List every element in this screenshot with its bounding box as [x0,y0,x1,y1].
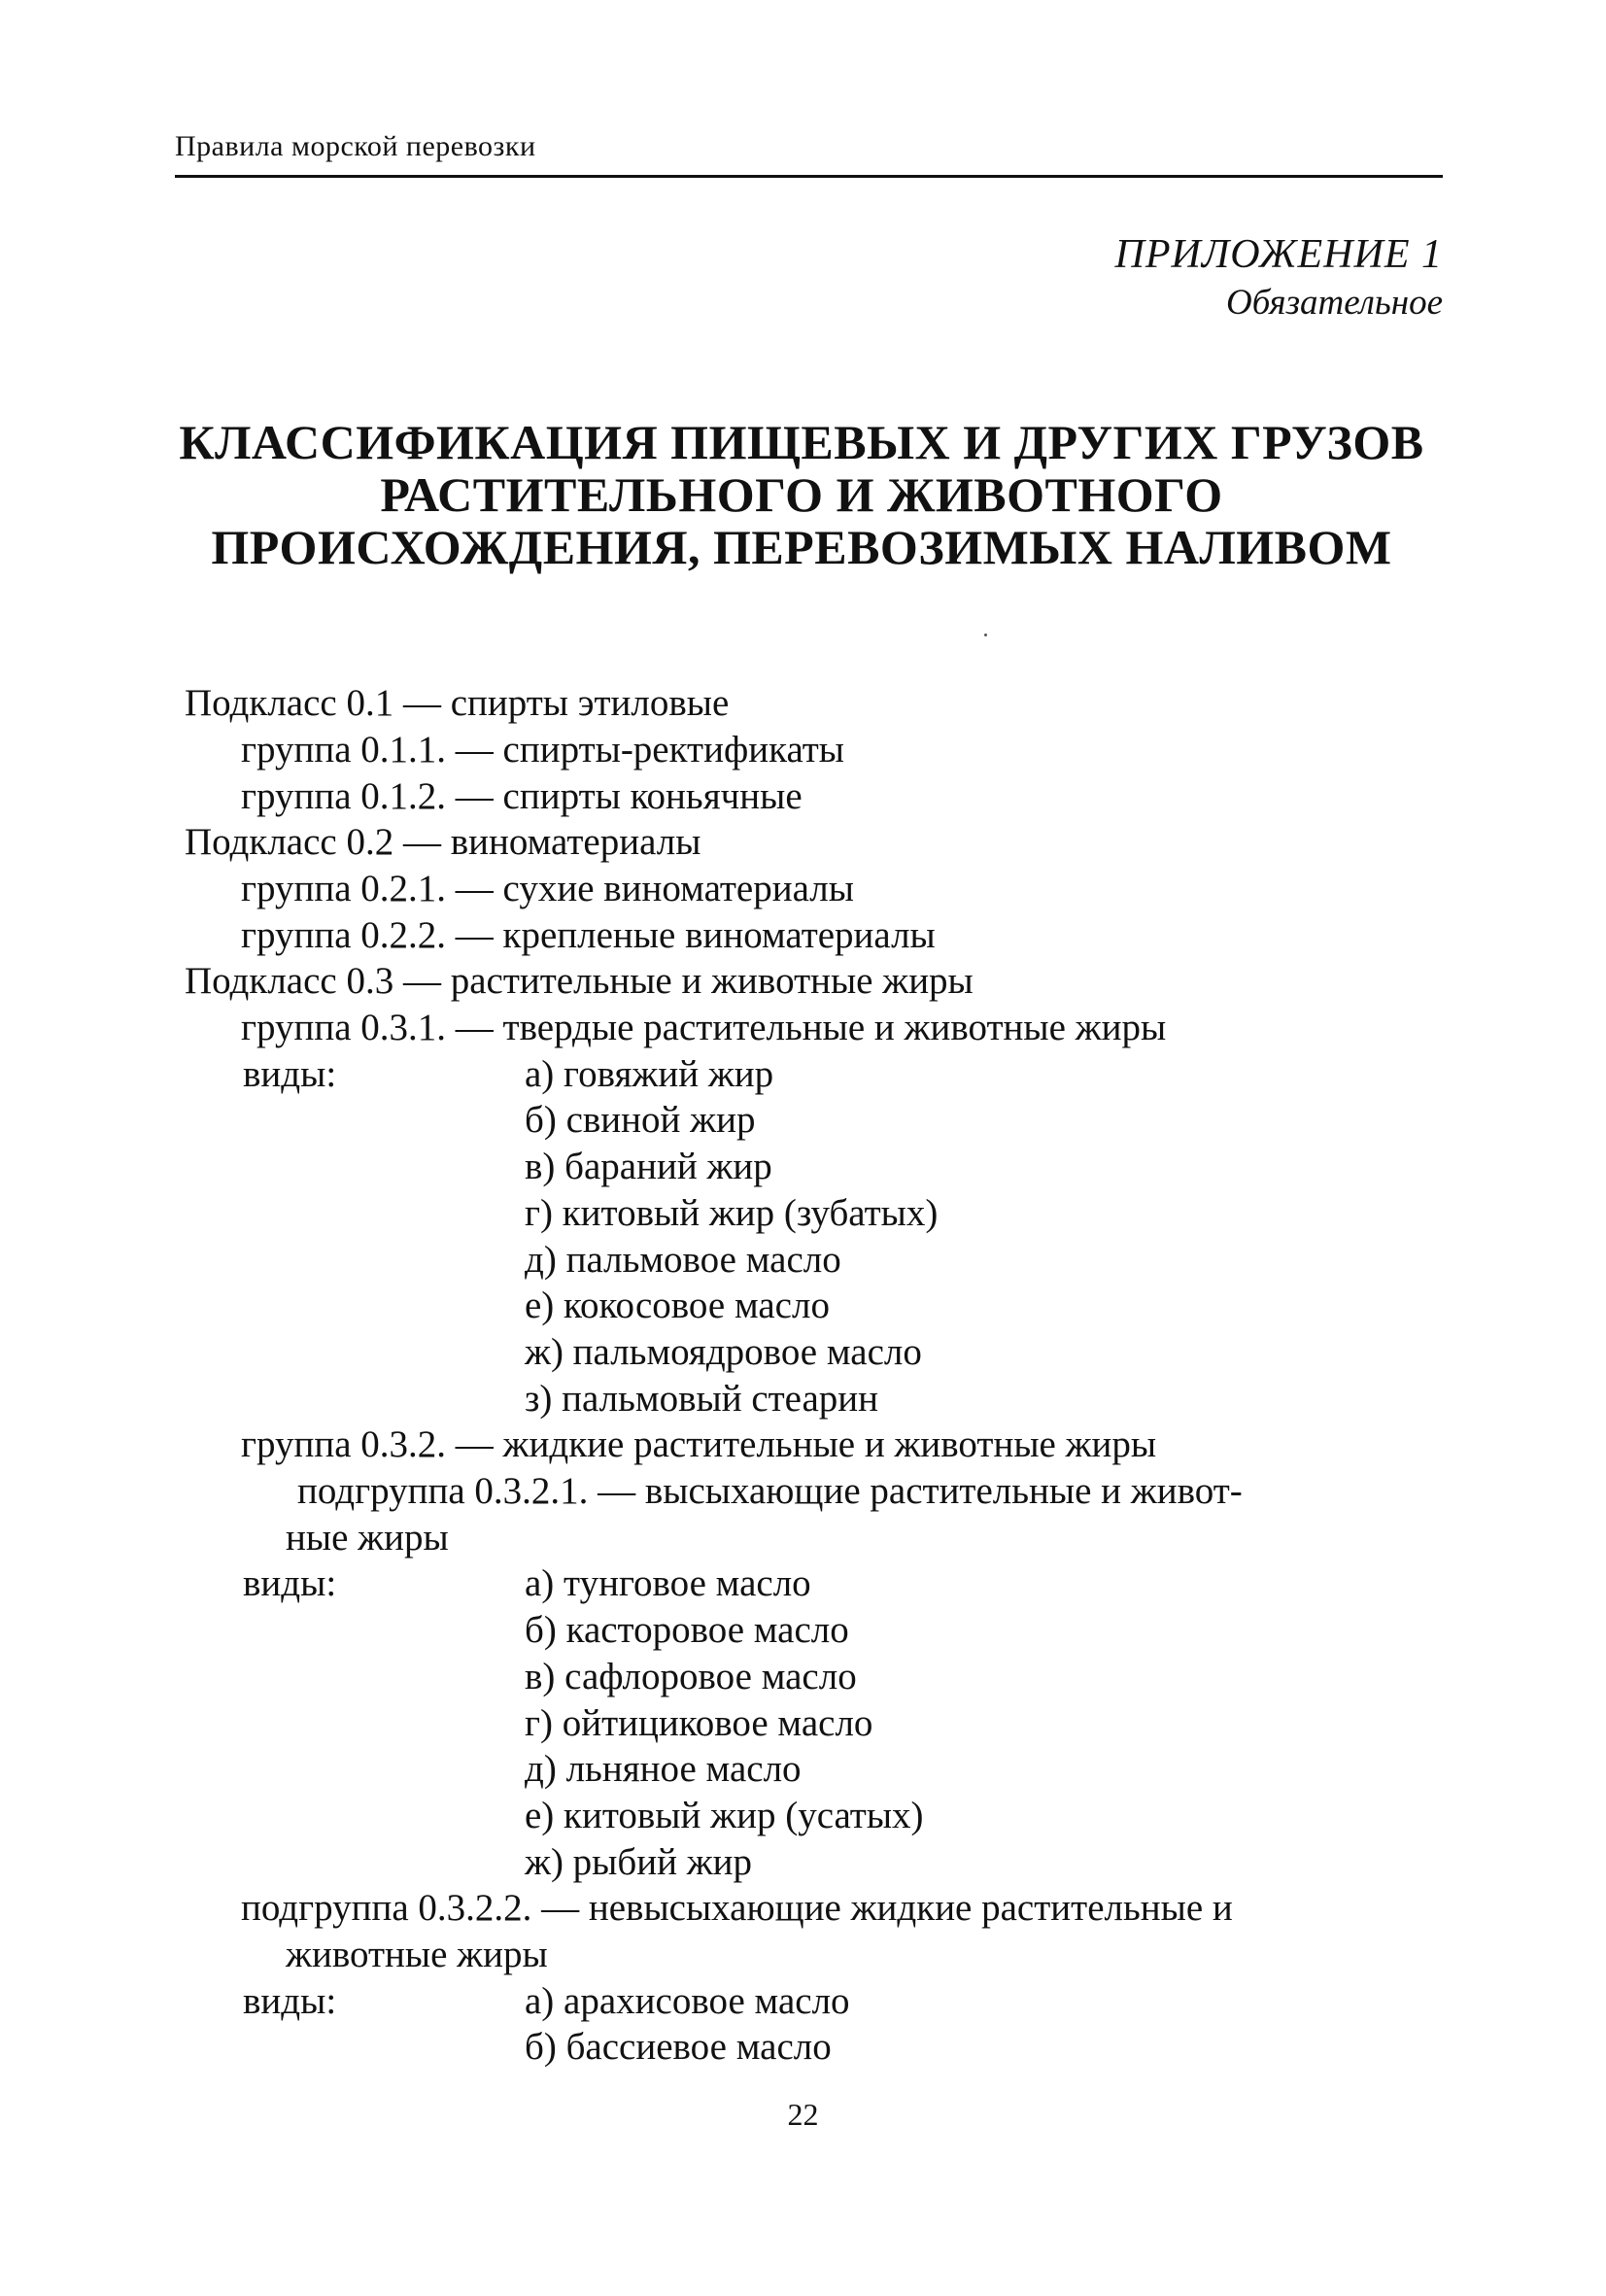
page-number: 22 [787,2097,819,2132]
subgroup-0-3-2-2: подгруппа 0.3.2.2. — невысыхающие жидкие растительные и [241,1887,1233,1929]
title-line-1: КЛАССИФИКАЦИЯ ПИЩЕВЫХ И ДРУГИХ ГРУЗОВ [179,415,1424,469]
list-item: а) тунговое масло [525,1562,811,1604]
list-item: г) ойтициковое масло [525,1702,873,1744]
group-0-1-1: группа 0.1.1. — спирты-ректификаты [241,729,845,771]
list-item: ж) пальмоядровое масло [525,1331,922,1373]
group-0-3-1: группа 0.3.1. — твердые растительные и животные жиры [241,1007,1167,1048]
list-item: е) кокосовое масло [525,1285,830,1326]
subclass-0-3: Подкласс 0.3 — растительные и животные жиры [185,960,974,1002]
header-rule [175,175,1443,178]
appendix-label: ПРИЛОЖЕНИЕ 1 [1114,232,1443,277]
list-item: в) бараний жир [525,1146,772,1187]
group-0-2-2: группа 0.2.2. — крепленые виноматериалы [241,914,936,956]
kinds-label: виды: [243,1053,337,1095]
group-0-2-1: группа 0.2.1. — сухие виноматериалы [241,868,854,909]
list-item: а) арахисовое масло [525,1980,850,2022]
page-title [155,416,1448,573]
kinds-label: виды: [243,1562,337,1604]
running-header: Правила морской перевозки [175,130,536,162]
list-item: ж) рыбий жир [525,1841,753,1883]
list-item: е) китовый жир (усатых) [525,1795,924,1836]
list-item: б) касторовое масло [525,1609,849,1651]
title-line-3: ПРОИСХОЖДЕНИЯ, ПЕРЕВОЗИМЫХ НАЛИВОМ [211,520,1392,574]
subgroup-0-3-2-2-cont: животные жиры [286,1934,548,1975]
group-0-3-2: группа 0.3.2. — жидкие растительные и животные жиры [241,1423,1157,1465]
list-item: а) говяжий жир [525,1053,774,1095]
subgroup-0-3-2-1-cont: ные жиры [286,1517,449,1559]
list-item: г) китовый жир (зубатых) [525,1192,939,1234]
list-item: в) сафлоровое масло [525,1656,857,1697]
list-item: б) свиной жир [525,1099,756,1141]
subgroup-0-3-2-1: подгруппа 0.3.2.1. — высыхающие растительные и живот- [297,1470,1243,1512]
kinds-label: виды: [243,1980,337,2022]
subclass-0-1: Подкласс 0.1 — спирты этиловые [185,682,730,724]
appendix-status: Обязательное [1225,283,1443,323]
list-item: б) бассиевое масло [525,2026,832,2068]
list-item: д) пальмовое масло [525,1239,841,1281]
stray-dot [984,634,987,636]
group-0-1-2: группа 0.1.2. — спирты коньячные [241,775,803,817]
title-line-2: РАСТИТЕЛЬНОГО И ЖИВОТНОГО [380,467,1223,522]
list-item: д) льняное масло [525,1748,802,1790]
subclass-0-2: Подкласс 0.2 — виноматериалы [185,821,701,863]
list-item: з) пальмовый стеарин [525,1378,879,1420]
